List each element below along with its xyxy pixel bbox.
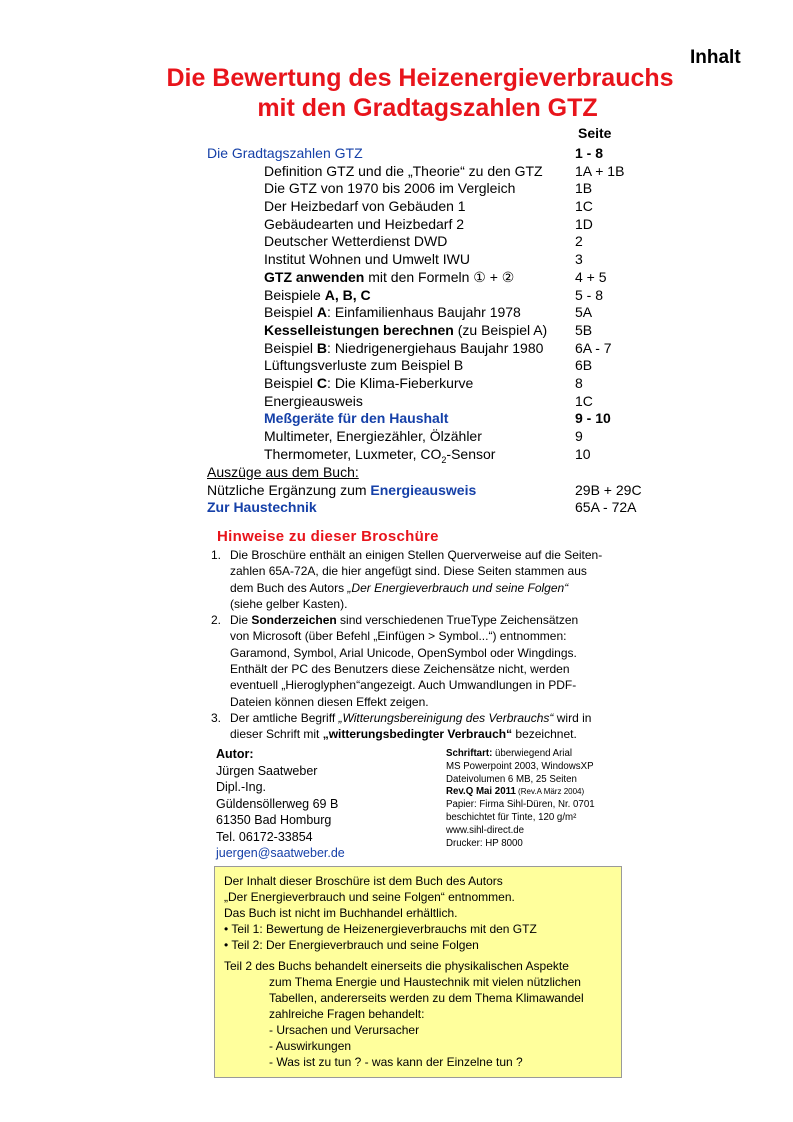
toc-entry[interactable] [207,357,667,375]
note-line [230,710,651,726]
toc-entry[interactable] [207,446,667,464]
meta-revision-note: (Rev.A März 2004) [515,787,585,797]
note-line-pre: Der amtliche Begriff [230,710,339,725]
note-number: 3. [211,710,222,725]
note-line-bold: Sonderzeichen [251,613,337,628]
toc-entry-label-bold: B [316,339,328,356]
section-label: Inhalt [690,47,741,68]
book-excerpts [207,464,667,517]
meta-font [446,748,595,761]
toc-entry-page: 1A + 1B [575,162,625,179]
toc-entry-label: Der Heizbedarf von Gebäuden 1 [264,198,466,215]
document-meta [446,748,595,850]
toc-entry-label [264,322,547,340]
toc-entry-label: Multimeter, Energiezähler, Ölzähler [264,428,482,444]
box-line: „Der Energieverbrauch und seine Folgen“ entnommen. [224,890,515,904]
toc-entry-label-pre: Beispiel [264,339,317,356]
toc-entry-label-pre: Beispiel [264,304,317,321]
box-line: - Ursachen und Verursacher [269,1023,420,1037]
toc-entry-label-rest: mit den Formeln ① + ② [364,268,515,285]
page-title-line2: mit den Gradtagszahlen GTZ [257,94,598,122]
box-line: - Was ist zu tun ? - was kann der Einzelne tun ? [269,1055,523,1069]
excerpt-entry[interactable] [207,482,667,500]
author-label: Autor: [216,747,254,761]
note-item [211,612,651,710]
book-title-italic: „Der Energieverbrauch und seine Folgen“ [347,580,569,595]
toc-entry-page: 5B [575,321,593,338]
toc-entry[interactable] [207,251,667,269]
meta-software: MS Powerpoint 2003, WindowsXP [446,760,594,772]
note-line: (siehe gelber Kasten). [230,596,348,611]
box-line: - Auswirkungen [269,1039,352,1053]
toc-entry-label: Die GTZ von 1970 bis 2006 im Vergleich [264,180,516,197]
meta-font-label: Schriftart: [446,748,493,759]
toc-entry[interactable] [207,145,667,163]
table-of-contents [207,145,667,463]
note-line-italic: „Witterungsbereinigung des Verbrauchs“ [338,710,554,725]
note-line-rest: sind verschiedenen TrueType Zeichensätzen [336,613,579,628]
excerpt-entry-pre: Nützliche Ergänzung zum [207,481,371,498]
toc-entry-page: 1C [575,198,593,215]
note-number: 1. [211,548,222,562]
author-block [216,746,345,862]
toc-entry[interactable] [207,375,667,393]
toc-entry-label-rest: -Sensor [446,445,496,462]
excerpt-entry-page: 65A - 72A [575,499,637,516]
toc-entry-page: 10 [575,445,591,462]
toc-entry-label [264,287,371,305]
author-email-link[interactable]: juergen@saatweber.de [216,846,345,860]
toc-entry-label: Lüftungsverluste zum Beispiel B [264,357,464,374]
toc-entry[interactable] [207,163,667,181]
box-line: Das Buch ist nicht im Buchhandel erhältlich. [224,906,458,920]
toc-entry-page: 9 - 10 [575,410,611,427]
note-line-pre: Die [230,613,252,628]
box-line: • Teil 2: Der Energieverbrauch und seine Folgen [224,938,479,952]
meta-website: www.sihl-direct.de [446,824,525,836]
toc-entry-label: Meßgeräte für den Haushalt [264,410,449,427]
toc-entry-page: 1C [575,392,593,409]
excerpt-entry-label [207,482,476,500]
toc-entry-label-rest: : Niedrigenergiehaus Baujahr 1980 [327,339,544,356]
toc-entry-label-bold: C [316,374,328,391]
note-number: 2. [211,613,222,628]
toc-entry[interactable] [207,180,667,198]
box-line: zahlreiche Fragen behandelt: [269,1007,425,1021]
energieausweis-link[interactable]: Energieausweis [370,481,477,498]
toc-entry-label-rest: (zu Beispiel A) [453,321,548,338]
author-name: Jürgen Saatweber [216,763,318,778]
toc-entry-label-bold: A, B, C [324,286,371,303]
note-item [211,547,651,612]
toc-entry-page: 1 - 8 [575,145,604,161]
toc-entry[interactable] [207,428,667,446]
toc-entry-page: 8 [575,374,583,391]
toc-entry[interactable] [207,340,667,358]
note-line: Enthält der PC des Benutzers diese Zeichensätze nicht, werden [230,662,570,677]
toc-entry-label: Die Gradtagszahlen GTZ [207,145,363,161]
toc-entry-label-sub: 2 [441,454,447,465]
toc-entry-page: 4 + 5 [575,268,607,285]
toc-entry-label [264,375,473,393]
note-line: von Microsoft (über Befehl „Einfügen > Symbol...“) entnommen: [230,629,567,644]
toc-entry[interactable] [207,287,667,305]
toc-entry-page: 3 [575,251,583,268]
excerpt-heading: Auszüge aus dem Buch: [207,464,359,480]
toc-entry-page: 5A [575,304,593,321]
notes-list [211,547,651,743]
toc-entry-label: Deutscher Wetterdienst DWD [264,233,448,250]
box-line: Tabellen, andererseits werden zu dem Thema Klimawandel [269,991,584,1005]
toc-entry-label: Energieausweis [264,392,363,409]
book-info-box [214,866,622,1078]
toc-entry-page: 6A - 7 [575,339,612,356]
meta-printer: Drucker: HP 8000 [446,837,523,849]
meta-paper: Papier: Firma Sihl-Düren, Nr. 0701 [446,799,595,811]
box-line: Der Inhalt dieser Broschüre ist dem Buch des Autors [224,874,503,888]
toc-entry-label-bold: GTZ anwenden [264,268,365,285]
toc-entry-label-pre: Beispiele [264,286,325,303]
toc-entry-page: 9 [575,428,583,444]
toc-entry-label-bold: A [316,304,328,321]
toc-entry-label-rest: : Einfamilienhaus Baujahr 1978 [327,304,521,321]
toc-entry-label [264,304,521,322]
box-line: Teil 2 des Buchs behandelt einerseits die physikalischen Aspekte [224,959,569,973]
note-item [211,710,651,743]
note-line: zahlen 65A-72A, die hier angefügt sind. Diese Seiten stammen aus [230,564,587,579]
note-line [230,580,651,596]
toc-entry-page: 5 - 8 [575,286,604,303]
author-degree: Dipl.-Ing. [216,780,267,794]
note-line-pre: dem Buch des Autors [230,580,348,595]
page-title-line1: Die Bewertung des Heizenergieverbrauchs [166,64,674,92]
toc-entry-label-bold: Kesselleistungen berechnen [264,321,454,338]
toc-entry-label [264,269,514,287]
book-info-text [224,873,614,1070]
note-line [230,726,651,742]
note-line-rest: bezeichnet. [512,727,577,742]
toc-entry-page: 1D [575,215,593,232]
note-line: Garamond, Symbol, Arial Unicode, OpenSymbol oder Wingdings. [230,645,577,660]
toc-entry-page: 6B [575,357,593,374]
toc-entry-label-pre: Thermometer, Luxmeter, CO [264,445,442,462]
author-street: Güldensöllerweg 69 B [216,796,339,811]
note-line-bold: „witterungsbedingter Verbrauch“ [322,727,513,742]
note-line: eventuell „Hieroglyphen“angezeigt. Auch Umwandlungen in PDF- [230,678,577,693]
toc-entry-label: Gebäudearten und Heizbedarf 2 [264,215,465,232]
toc-entry-page: 1B [575,180,593,197]
toc-entry-label-rest: : Die Klima-Fieberkurve [327,374,474,391]
toc-entry-label-pre: Beispiel [264,374,317,391]
author-phone: Tel. 06172-33854 [216,829,313,844]
note-line [230,612,651,628]
toc-entry[interactable] [207,393,667,411]
meta-paper2: beschichtet für Tinte, 120 g/m² [446,811,577,823]
toc-entry-page: 2 [575,233,583,250]
toc-entry[interactable] [207,216,667,234]
toc-entry[interactable] [207,233,667,251]
toc-entry-label [264,340,543,358]
toc-entry[interactable] [207,322,667,340]
meta-filesize: Dateivolumen 6 MB, 25 Seiten [446,773,577,785]
toc-entry[interactable] [207,269,667,287]
toc-entry-label: Definition GTZ und die „Theorie“ zu den GTZ [264,162,543,179]
box-line: zum Thema Energie und Haustechnik mit vielen nützlichen [269,975,581,989]
toc-entry[interactable] [207,304,667,322]
excerpt-entry[interactable] [207,499,667,517]
meta-revision [446,786,595,799]
author-city: 61350 Bad Homburg [216,813,332,827]
meta-font-value: überwiegend Arial [492,748,573,759]
toc-entry[interactable] [207,410,667,428]
note-line-rest: wird in [553,710,592,725]
toc-page-header: Seite [578,125,612,141]
excerpt-entry-page: 29B + 29C [575,481,642,498]
note-line: Dateien können diesen Effekt zeigen. [230,694,429,709]
toc-entry[interactable] [207,198,667,216]
note-line: Die Broschüre enthält an einigen Stellen Querverweise auf die Seiten- [230,548,603,562]
meta-revision-value: Rev.Q Mai 2011 [446,786,516,798]
excerpt-heading-row [207,464,667,482]
box-line: • Teil 1: Bewertung de Heizenergieverbrauchs mit den GTZ [224,922,537,936]
notes-title: Hinweise zu dieser Broschüre [217,528,439,545]
note-line-pre: dieser Schrift mit [230,727,323,742]
toc-entry-label: Institut Wohnen und Umwelt IWU [264,251,470,268]
haustechnik-link[interactable]: Zur Haustechnik [207,499,317,516]
